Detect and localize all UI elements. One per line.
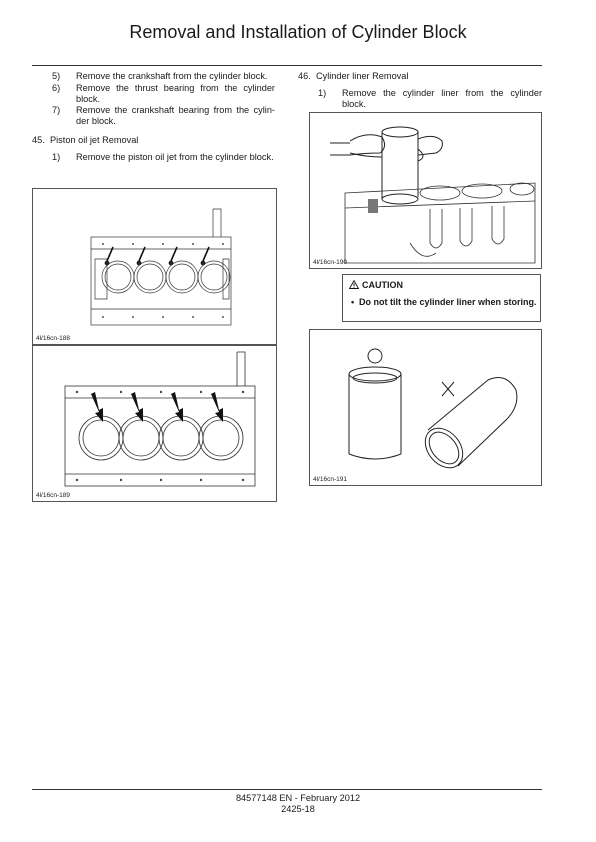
right-column: [298, 71, 542, 109]
step-number: 5): [52, 71, 61, 81]
bullet-dot: •: [351, 297, 355, 307]
liner-storage-illustration: [310, 330, 542, 486]
caution-label: CAUTION: [362, 280, 403, 290]
warning-triangle-icon: [349, 280, 359, 289]
step-text: Remove the cylinder liner from the cylinder block.: [342, 87, 542, 109]
step-number: 7): [52, 105, 61, 116]
figure-liner-removal: [309, 112, 542, 269]
step-text: Remove the piston oil jet from the cylinder block.: [76, 151, 274, 162]
step-5: [32, 71, 275, 82]
step-number: 1): [52, 151, 61, 162]
header-rule: [32, 65, 542, 66]
figure-liner-storage: [309, 329, 542, 486]
caution-text: Do not tilt the cylinder liner when storing.: [359, 297, 537, 307]
incorrect-cross-icon: [442, 382, 454, 396]
section-number: 45.: [32, 134, 45, 145]
step-number: 6): [52, 82, 61, 93]
step-text: Remove the crankshaft from the cylinder block.: [76, 71, 268, 81]
cylinder-block-arrows-illustration: [33, 346, 277, 502]
figure-caption: 4l/16cn-189: [36, 492, 70, 499]
footer-doc: 84577148 EN - February 2012: [235, 793, 361, 803]
step-number: 1): [318, 87, 327, 98]
section-46-heading: [298, 71, 542, 82]
figure-caption: 4l/16cn-190: [313, 259, 347, 266]
caution-box: [342, 274, 541, 322]
figure-oil-jet-removal: [32, 345, 277, 502]
section-title: Piston oil jet Removal: [50, 134, 139, 145]
caution-heading: [349, 280, 403, 290]
section-45-heading: [32, 135, 275, 146]
step-text: Remove the crankshaft bearing from the cylin-der block.: [76, 105, 275, 127]
section-number: 46.: [298, 71, 311, 81]
figure-oil-jet-top-view: [32, 188, 277, 345]
left-column: [32, 71, 275, 163]
figure-caption: 4l/16cn-188: [36, 335, 70, 342]
caution-bullet: [351, 297, 537, 308]
hands-lifting-liner-illustration: [310, 113, 542, 269]
step-7: [32, 105, 275, 127]
figure-caption: 4l/16cn-191: [313, 476, 347, 483]
step-46-1: [298, 88, 542, 110]
step-6: [32, 83, 275, 105]
cylinder-block-illustration: [33, 189, 277, 345]
step-text: Remove the thrust bearing from the cylinder block.: [76, 82, 275, 104]
correct-circle-icon: [368, 349, 382, 363]
section-title: Cylinder liner Removal: [316, 71, 409, 81]
footer-page-number: 2425-18: [281, 804, 315, 814]
footer-rule: [32, 789, 542, 790]
step-45-1: [32, 152, 275, 163]
page-title: Removal and Installation of Cylinder Block: [129, 22, 467, 42]
